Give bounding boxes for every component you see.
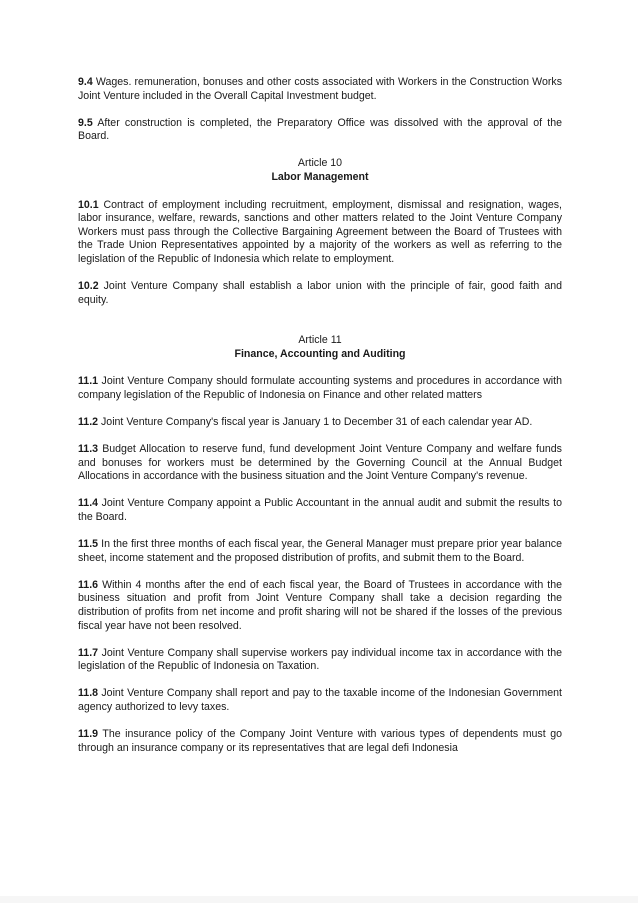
clause-number: 11.3 <box>78 443 99 456</box>
article-number: Article 10 <box>297 157 343 170</box>
clause-text: Joint Venture Company's fiscal year is January 1 to December 31 of each calendar year AD. <box>101 416 533 429</box>
clause-text: Joint Venture Company shall supervise workers pay individual income tax in accordance with the legislation of the Republic of Indonesia on Taxation. <box>78 646 562 673</box>
clause-text: Within 4 months after the end of each fiscal year, the Board of Trustees in accordance with the business situation and profit from Joint Venture Company shall take a decision regarding the distribution of profits from net income and profit sharing will not be shared if the losses of the previous fiscal year have not been resolved. <box>78 578 562 632</box>
clause-11-8 <box>78 687 562 714</box>
clause-number: 11.2 <box>78 416 99 429</box>
clause-text: Joint Venture Company shall report and pay to the taxable income of the Indonesian Government agency authorized to levy taxes. <box>78 687 562 713</box>
clause-text: In the first three months of each fiscal year, the General Manager must prepare prior year balance sheet, income statement and the proposed distribution of profits, and submit them to the Board. <box>78 538 563 564</box>
article-number: Article 11 <box>298 334 342 347</box>
clause-number: 11.7 <box>78 646 99 659</box>
article-10-heading <box>78 157 562 184</box>
clause-11-7 <box>78 647 562 674</box>
page-bottom-edge <box>0 896 638 903</box>
clause-text: Budget Allocation to reserve fund, fund development Joint Venture Company and welfare funds and bonuses for workers must be determined by the Governing Council at the Annual Budget Allocations in accordance with the business situation and the Joint Venture Company's revenue. <box>78 443 562 483</box>
clause-10-1 <box>78 199 562 267</box>
clause-11-9 <box>78 728 562 755</box>
article-11-heading <box>78 334 562 361</box>
clause-text: After construction is completed, the Preparatory Office was dissolved with the approval of the Board. <box>78 116 563 143</box>
clause-number: 9.5 <box>78 116 93 129</box>
clause-number: 10.2 <box>78 280 99 293</box>
clause-number: 11.6 <box>78 578 99 591</box>
clause-number: 11.5 <box>78 538 99 551</box>
clause-number: 11.9 <box>78 728 99 741</box>
clause-number: 11.8 <box>78 687 99 700</box>
clause-text: Joint Venture Company appoint a Public Accountant in the annual audit and submit the results to the Board. <box>78 497 562 524</box>
article-title: Labor Management <box>271 170 369 183</box>
clause-10-2 <box>78 280 562 307</box>
clause-text: Joint Venture Company should formulate accounting systems and procedures in accordance with company legislation of the Republic of Indonesia on Finance and other related matters <box>78 375 562 401</box>
clause-9-4 <box>78 76 562 103</box>
clause-11-3 <box>78 443 562 484</box>
clause-11-1 <box>78 375 562 402</box>
clause-text: Wages. remuneration, bonuses and other costs associated with Workers in the Construction Works Joint Venture included in the Overall Capital Investment budget. <box>78 76 562 102</box>
clause-number: 10.1 <box>78 198 99 211</box>
clause-number: 9.4 <box>78 76 93 88</box>
clause-number: 11.1 <box>78 375 99 388</box>
clause-11-2 <box>78 416 562 430</box>
clause-11-6 <box>78 579 562 633</box>
document-page <box>78 76 562 769</box>
clause-11-4 <box>78 497 562 524</box>
clause-number: 11.4 <box>78 497 99 510</box>
clause-9-5 <box>78 117 562 144</box>
clause-11-5 <box>78 538 562 565</box>
clause-text: Joint Venture Company shall establish a labor union with the principle of fair, good faith and equity. <box>78 280 562 306</box>
article-title: Finance, Accounting and Auditing <box>234 347 406 360</box>
clause-text: Contract of employment including recruitment, employment, dismissal and resignation, wages, labor insurance, welfare, rewards, sanctions and other matters related to the Joint Venture Company Workers must pass through the Collective Bargaining Agreement between the Board of Trustees with the Trade Union Representatives appointed by a majority of the workers as well as referring to the legislation of the Republic of Indonesia which relate to employment. <box>78 198 562 265</box>
clause-text: The insurance policy of the Company Joint Venture with various types of dependents must go through an insurance company or its representatives that are legal defi Indonesia <box>78 728 562 754</box>
